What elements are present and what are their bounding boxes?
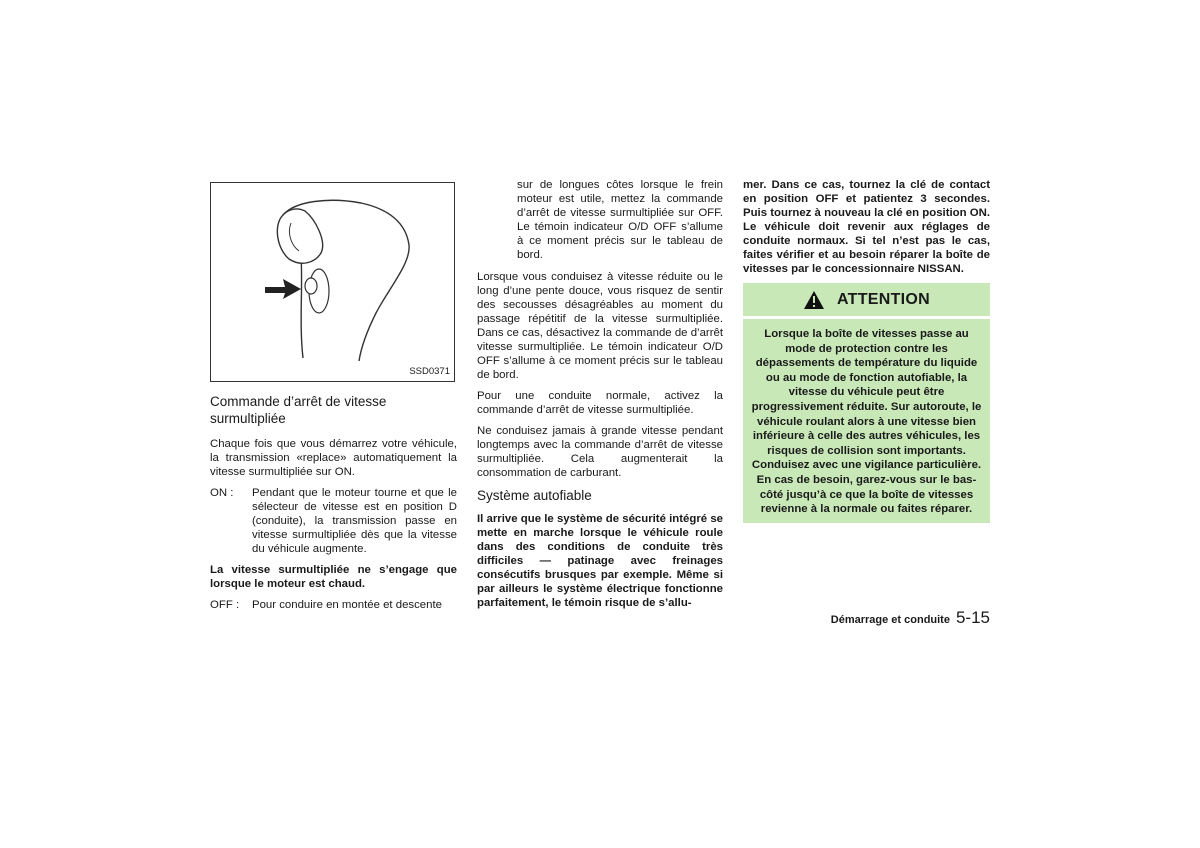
definition-term-off: OFF : xyxy=(210,599,240,611)
definition-desc-on: Pendant que le moteur tourne et que le sélecteur de vitesse est en position D (conduite), la transmission passe en vitesse surmultipliée dès que la vitesse du véhicule augmente. xyxy=(252,487,457,555)
paragraph-normal-driving: Pour une conduite normale, activez la commande d’arrêt de vitesse surmultipliée. xyxy=(477,390,723,416)
failsafe-paragraph: Il arrive que le système de sécurité intégré se mette en marche lorsque le véhicule roule dans des conditions de conduite très difficiles — patinage avec freinages consécutifs brusques par exemple. Même si par ailleurs le système électrique fonctionne parfaitement, le témoin risque de s’allu- xyxy=(477,513,723,609)
engine-warm-note: La vitesse surmultipliée ne s’engage que lorsque le moteur est chaud. xyxy=(210,564,457,590)
section-heading-overdrive: Commande d’arrêt de vitesse surmultipliée xyxy=(210,394,387,426)
shift-lever-figure xyxy=(210,182,455,382)
warning-triangle-icon xyxy=(803,290,825,310)
column-middle xyxy=(477,178,723,617)
paragraph-high-speed: Ne conduisez jamais à grande vitesse pendant longtemps avec la commande d’arrêt de vitesse surmultipliée. Cela augmenterait la consommation de carburant. xyxy=(477,425,723,479)
attention-header xyxy=(743,283,990,316)
intro-paragraph: Chaque fois que vous démarrez votre véhicule, la transmission «replace» automatiquement la vitesse surmultipliée sur ON. xyxy=(210,438,457,478)
attention-body: Lorsque la boîte de vitesses passe au mode de protection contre les dépassements de température du liquide ou au mode de fonction autofiable, la vitesse du véhicule peut être progressivement réduite. Sur autoroute, le véhicule roulant alors à une vitesse bien inférieure à celle des autres véhicules, les risques de collision sont importants. Conduisez avec une vigilance particulière. En cas de besoin, garez-vous sur le bas-côté jusqu’à ce que la boîte de vitesses revienne à la normale ou faites réparer. xyxy=(743,319,990,523)
footer-section-name: Démarrage et conduite xyxy=(830,614,950,626)
definition-on xyxy=(210,486,457,556)
attention-title: ATTENTION xyxy=(836,290,931,308)
column-left xyxy=(210,182,457,619)
definition-desc-off: Pour conduire en montée et descente xyxy=(252,599,442,611)
page-number: 5-15 xyxy=(955,608,990,627)
figure-code: SSD0371 xyxy=(409,366,450,377)
section-heading-failsafe: Système autofiable xyxy=(477,488,592,503)
page-footer xyxy=(831,608,990,628)
paragraph-low-speed: Lorsque vous conduisez à vitesse réduite ou le long d’une pente douce, vous risquez de sentir des secousses désagréables au moment du passage répétitif de la vitesse surmultipliée. Dans ce cas, désactivez la commande de d’arrêt vitesse surmultipliée. Le témoin indicateur O/D OFF s’allume à ce moment précis sur le tableau de bord. xyxy=(477,271,723,381)
definition-off xyxy=(210,598,457,612)
definition-off-continued: sur de longues côtes lorsque le frein moteur est utile, mettez la commande d’arrêt de vitesse surmultipliée sur OFF. Le témoin indicateur O/D OFF s’allume à ce moment précis sur le tableau de bord. xyxy=(517,179,723,261)
failsafe-paragraph-continued: mer. Dans ce cas, tournez la clé de contact en position OFF et patientez 3 secondes. Puis tournez à nouveau la clé en position ON. Le véhicule doit revenir aux réglages de conduite normaux. Si tel n’est pas le cas, faites vérifier et au besoin réparer la boîte de vitesses par le concessionnaire NISSAN. xyxy=(743,179,990,275)
shift-lever-illustration-icon xyxy=(211,183,456,383)
column-right xyxy=(743,178,990,523)
definition-term-on: ON : xyxy=(210,487,234,499)
